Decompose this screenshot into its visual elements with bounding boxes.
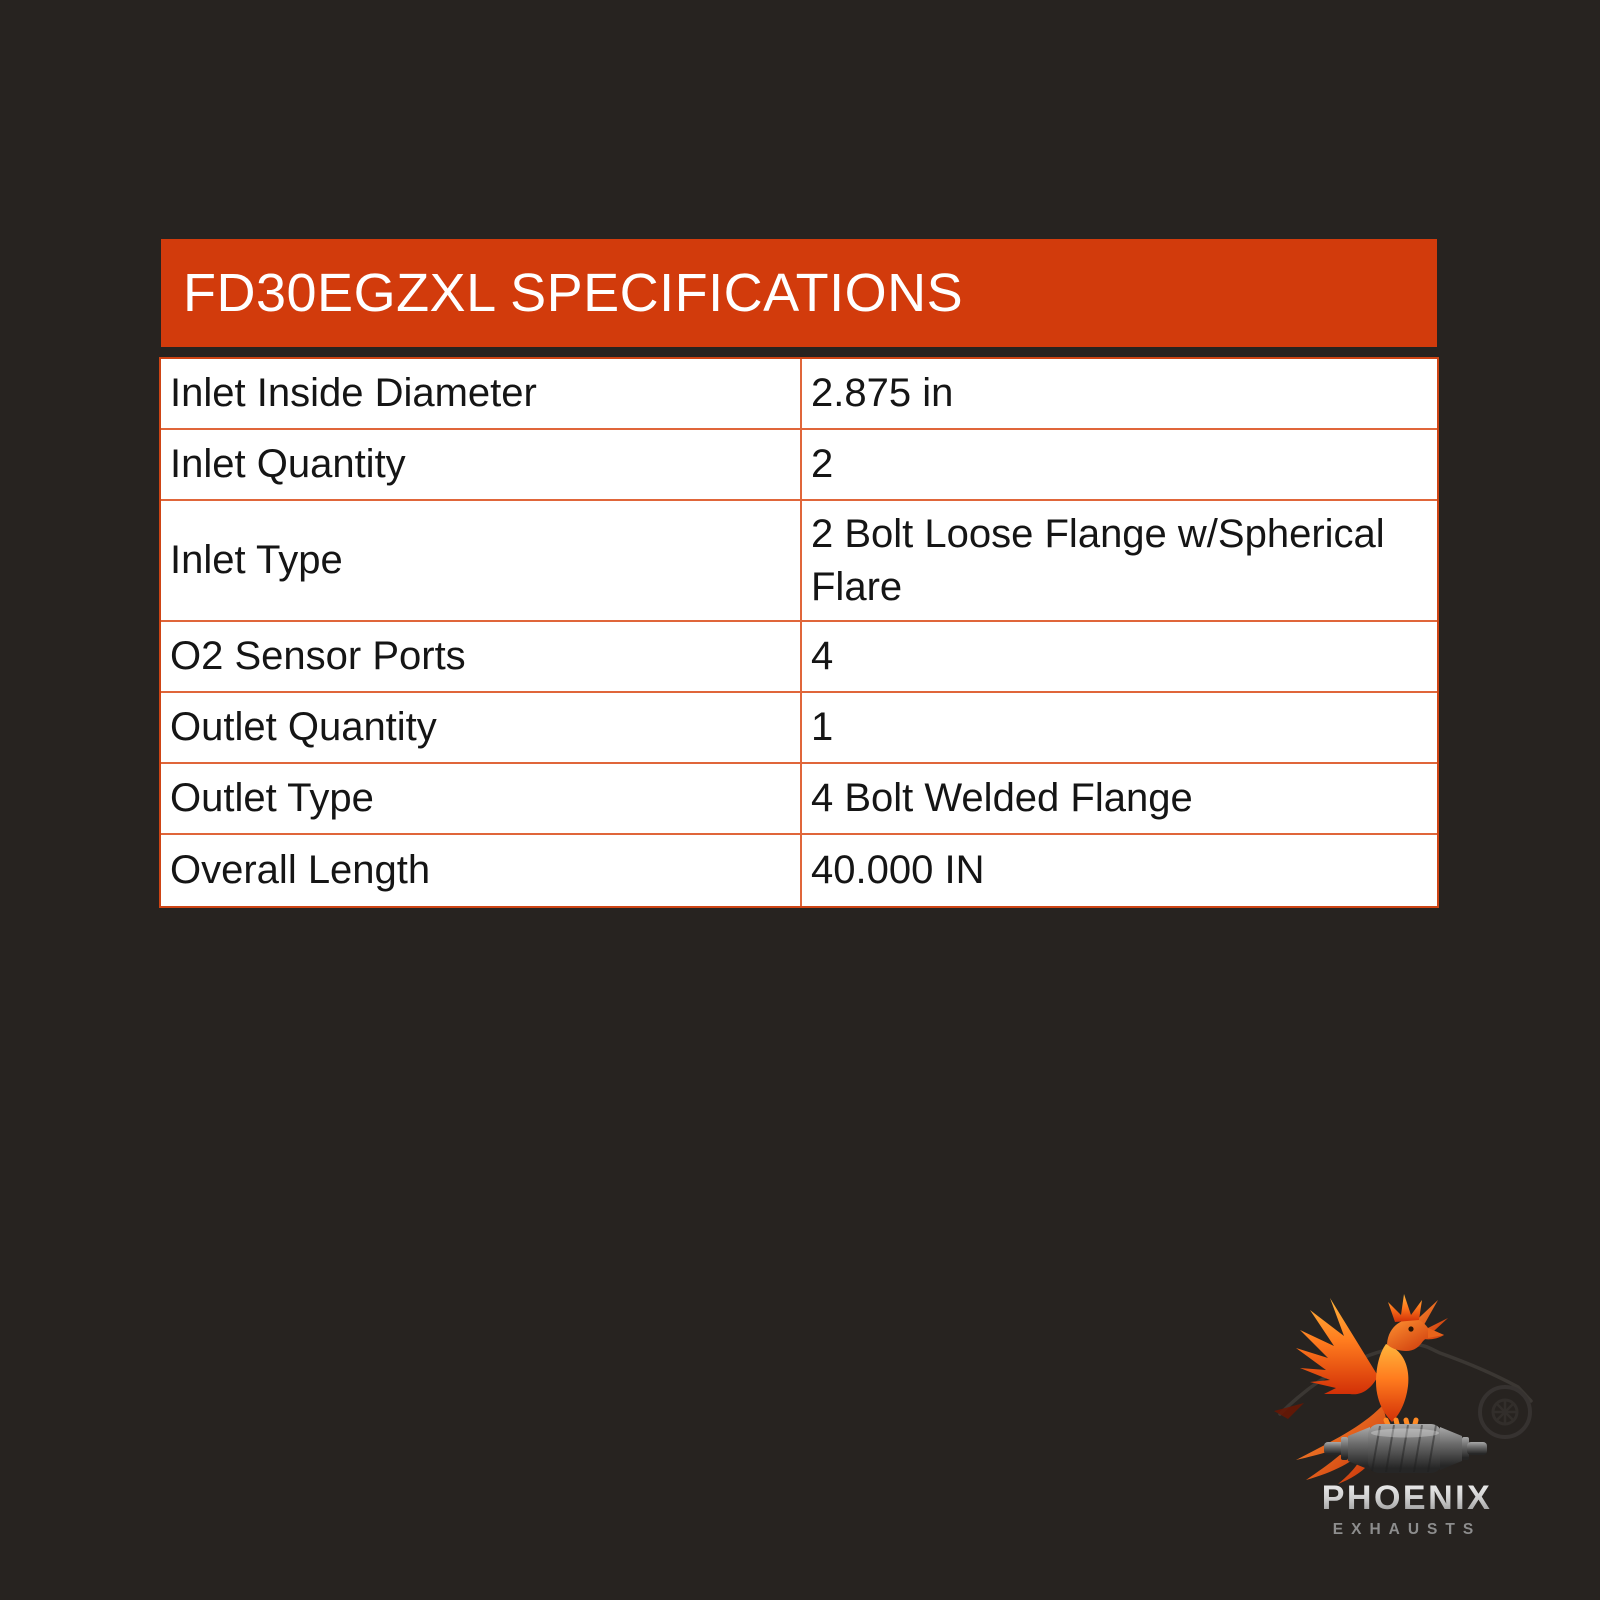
table-row	[161, 430, 1437, 501]
spec-value: 1	[800, 693, 1437, 762]
spec-label: Outlet Quantity	[170, 705, 437, 750]
page-title: FD30EGZXL SPECIFICATIONS	[183, 263, 964, 323]
spec-label: Outlet Type	[170, 776, 374, 821]
spec-label: Inlet Inside Diameter	[170, 371, 537, 416]
spec-value: 4	[800, 622, 1437, 691]
table-row	[161, 501, 1437, 622]
spec-label: Inlet Quantity	[170, 442, 406, 487]
table-row	[161, 622, 1437, 693]
table-row	[161, 359, 1437, 430]
table-row	[161, 693, 1437, 764]
spec-value: 2.875 in	[800, 359, 1437, 428]
logo-brand-text: PHOENIX	[1321, 1479, 1493, 1517]
spec-label: Overall Length	[170, 848, 431, 893]
spec-value: 4 Bolt Welded Flange	[800, 764, 1437, 833]
exhaust-muffler-icon	[1324, 1424, 1487, 1473]
spec-value: 2	[800, 430, 1437, 499]
phoenix-exhausts-logo-icon	[1268, 1282, 1544, 1544]
table-row	[161, 764, 1437, 835]
table-row	[161, 835, 1437, 906]
spec-value: 40.000 IN	[800, 835, 1437, 906]
spec-header-bar	[161, 239, 1437, 347]
spec-table	[159, 357, 1439, 908]
spec-label: Inlet Type	[170, 538, 343, 583]
logo-subtitle-text: EXHAUSTS	[1332, 1521, 1482, 1538]
spec-value: 2 Bolt Loose Flange w/Spherical Flare	[800, 501, 1437, 620]
spec-label: O2 Sensor Ports	[170, 634, 466, 679]
brand-logo	[1268, 1282, 1544, 1544]
